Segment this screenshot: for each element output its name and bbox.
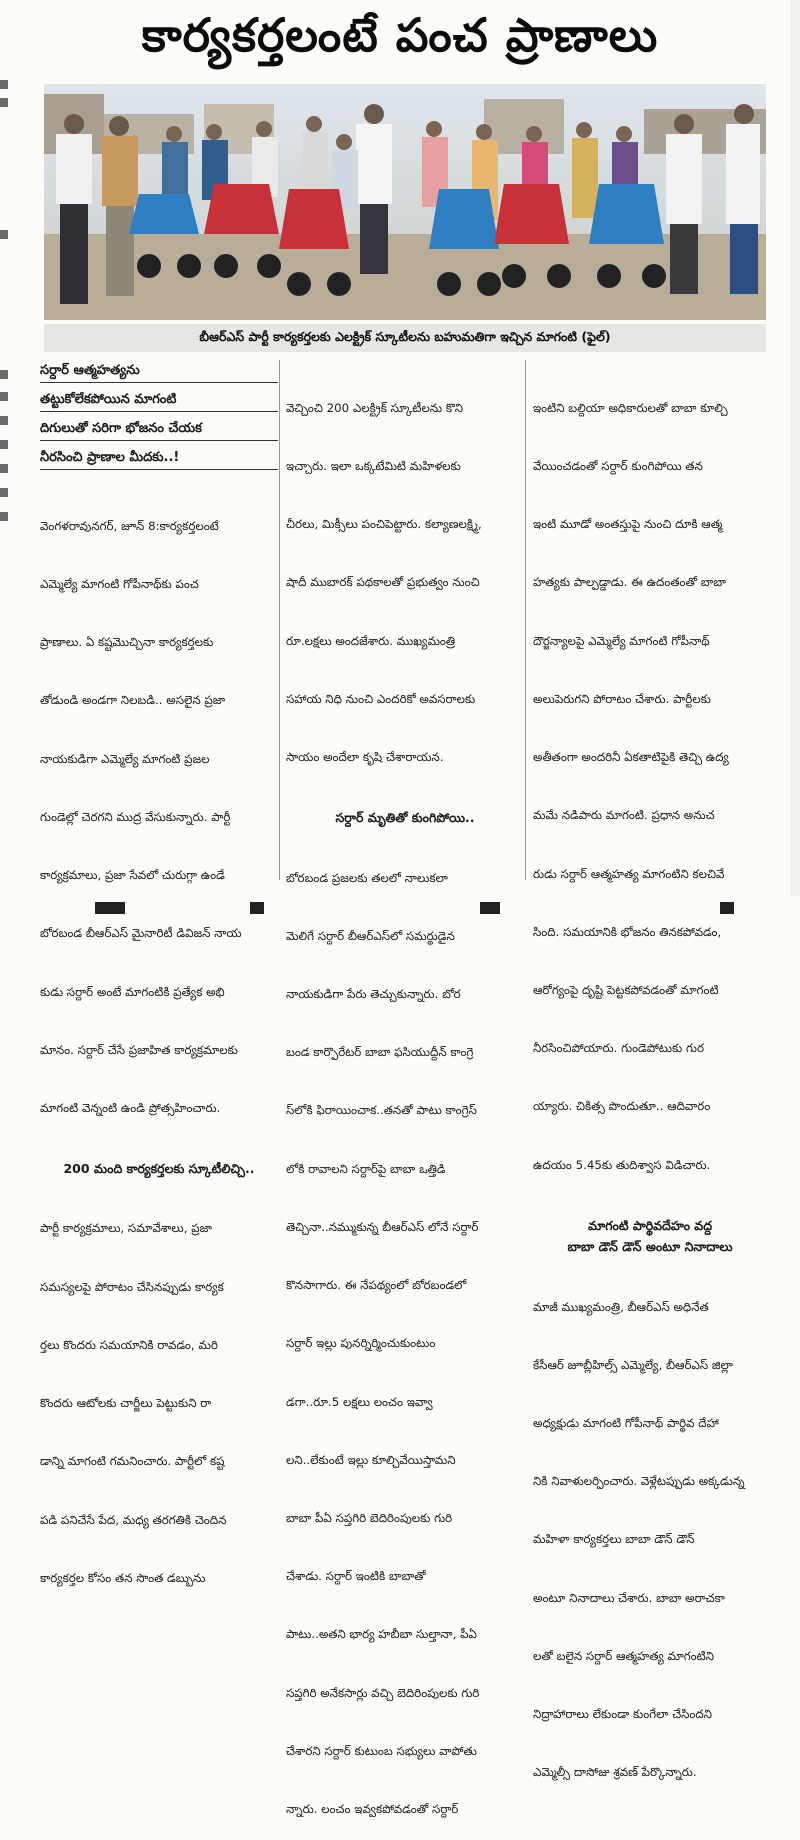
text-line: మమే నడిపారు మాగంటి. ప్రధాన అనుచ bbox=[533, 808, 715, 823]
photo-illustration bbox=[44, 84, 766, 320]
column-divider bbox=[279, 360, 280, 880]
article-deck bbox=[40, 360, 278, 470]
text-line: నికి నివాళులర్పించారు. వెళ్లేటప్పుడు అక్కడున్న bbox=[533, 1474, 745, 1489]
text-line: కార్యక్రమాలు, ప్రజా సేవలో చురుగ్గా ఉండే bbox=[40, 868, 225, 883]
text-line: పాటు..అతని భార్య హబీబా సుల్తానా, పీఏ bbox=[286, 1627, 477, 1642]
text-line: అంటూ నినాదాలు చేశారు. బాబా అరాచకా bbox=[533, 1590, 725, 1605]
photo-caption: బీఆర్ఎస్ పార్టీ కార్యకర్తలకు ఎలక్ట్రిక్ స్కూటీలను బహుమతిగా ఇచ్చిన మాగంటి (ఫైల్) bbox=[199, 329, 611, 344]
paragraph bbox=[533, 360, 767, 1214]
text-line: మాజీ ముఖ్యమంత్రి, బీఆర్ఎస్ అధినేత bbox=[533, 1299, 709, 1314]
text-line: పార్టీ కార్యక్రమాలు, సమావేశాలు, ప్రజా bbox=[40, 1221, 212, 1236]
paragraph bbox=[40, 1181, 278, 1627]
text-line: బాబా పీఏ సప్తగిరి బెదిరింపులకు గురి bbox=[286, 1510, 453, 1525]
paragraph bbox=[286, 830, 524, 1840]
text-line: బోరబండ ప్రజలకు తలలో నాలుకలా bbox=[286, 870, 448, 885]
text-line: హత్యకు పాల్పడ్డాడు. ఈ ఉదంతంతో బాబా bbox=[533, 575, 727, 590]
page-margin bbox=[790, 0, 800, 920]
text-line: కొనసాగారు. ఈ నేపథ్యంలో బోరబండలో bbox=[286, 1278, 467, 1293]
text-line: సహాయ నిధి నుంచి ఎందరికో అవసరాలకు bbox=[286, 691, 476, 706]
text-line: సమస్యలపై పోరాటం చేసినప్పుడు కార్యక bbox=[40, 1279, 224, 1294]
text-line: దౌర్జన్యాలపై ఎమ్మెల్యే మాగంటి గోపీనాథ్ bbox=[533, 633, 710, 648]
text-line: య్యారు. చికిత్స పొందుతూ.. ఆదివారం bbox=[533, 1099, 711, 1114]
text-line: కుడు సర్దార్ అంటే మాగంటికి ప్రత్యేక అభి bbox=[40, 984, 225, 999]
text-line: లోకి రావాలని సర్దార్‌పై బాబా ఒత్తిడి bbox=[286, 1161, 446, 1176]
headline: కార్యకర్తలంటే పంచ ప్రాణాలు bbox=[141, 8, 659, 62]
text-line: నీరసించిపోయారు. గుండెపోటుకు గుర bbox=[533, 1041, 704, 1056]
text-line: మహిళా కార్యకర్తలు బాబా డౌన్ డౌన్ bbox=[533, 1532, 695, 1547]
paragraph bbox=[40, 478, 278, 1157]
news-photo bbox=[44, 84, 766, 320]
column-divider bbox=[525, 360, 526, 880]
text-line: మెలిగే సర్దార్ బీఆర్ఎస్‌లో సమర్థుడైన bbox=[286, 928, 455, 943]
text-line: ఉదయం 5.45కు తుదిశ్వాస విడిచారు. bbox=[533, 1157, 711, 1172]
text-line: ప్రాణాలు. ఏ కష్టమొచ్చినా కార్యకర్తలకు bbox=[40, 635, 214, 650]
deck-line: సర్దార్ ఆత్మహత్యను bbox=[40, 360, 278, 383]
article-column-3 bbox=[533, 360, 767, 1821]
text-line: నిద్రాహారాలు లేకుండా కుంగేలా చేసిందని bbox=[533, 1707, 713, 1722]
subheading: సర్దార్ మృతితో కుంగిపోయి.. bbox=[335, 810, 475, 826]
text-line: కేసీఆర్ జూబ్లీహిల్స్ ఎమ్మెల్యే, బీఆర్ఎస్ జిల్లా bbox=[533, 1357, 733, 1372]
text-line: ఇంటిని బల్దియా అధికారులతో బాబా కూల్చి bbox=[533, 400, 728, 415]
text-line: వేయించడంతో సర్దార్ కుంగిపోయి తన bbox=[533, 459, 703, 474]
text-line: ఎమ్మెల్సీ దాసోజు శ్రవణ్ పేర్కొన్నారు. bbox=[533, 1765, 697, 1780]
text-line: లతో బలైన సర్దార్ ఆత్మహత్య మాగంటిని bbox=[533, 1648, 714, 1663]
text-line: చేశాడు. సర్దార్ ఇంటికి బాబాతో bbox=[286, 1569, 426, 1584]
article-column-2 bbox=[286, 360, 524, 1840]
text-line: కార్యకర్తల కోసం తన సొంత డబ్బును bbox=[40, 1570, 206, 1585]
text-line: ఇచ్చారు. ఇలా ఒక్కటేమిటి మహిళలకు bbox=[286, 459, 461, 474]
text-line: తోడుండి అండగా నిలబడి.. అసలైన ప్రజా bbox=[40, 693, 226, 708]
deck-line: దిగులుతో సరిగా భోజనం చేయక bbox=[40, 418, 278, 441]
text-line: సింది. సమయానికి భోజనం తినకపోవడం, bbox=[533, 924, 722, 939]
text-line: చీరలు, మిక్సీలు పంచిపెట్టారు. కల్యాణలక్ష్మి, bbox=[286, 517, 482, 532]
text-line: మానం. సర్దార్ చేసే ప్రజాహిత కార్యక్రమాలకు bbox=[40, 1042, 238, 1057]
subheading: 200 మంది కార్యకర్తలకు స్కూటీలిచ్చి.. bbox=[63, 1161, 255, 1177]
text-line: సాయం అందేలా కృషి చేశారాయన. bbox=[286, 750, 444, 765]
text-line: నాయకుడిగా ఎమ్మెల్యే మాగంటి ప్రజల bbox=[40, 751, 210, 766]
deck-line: తట్టుకోలేకపోయిన మాగంటి bbox=[40, 389, 278, 412]
photo-caption-bar bbox=[44, 324, 766, 352]
text-line: అతీతంగా అందరినీ ఏకతాటిపైకి తెచ్చి ఉద్య bbox=[533, 750, 729, 765]
text-line: పడి పనిచేసే పేద, మధ్య తరగతికి చెందిన bbox=[40, 1512, 227, 1527]
subheading: బాబా డౌన్ డౌన్ అంటూ నినాదాలు bbox=[567, 1239, 733, 1255]
text-line: డగా..రూ.5 లక్షలు లంచం ఇవ్వా bbox=[286, 1394, 433, 1409]
text-line: రూ.లక్షలు అందజేశారు. ముఖ్యమంత్రి bbox=[286, 633, 456, 648]
text-line: అధ్యక్షుడు మాగంటి గోపీనాథ్ పార్థివ దేహా bbox=[533, 1415, 719, 1430]
text-line: ఎమ్మెల్యే మాగంటి గోపీనాథ్‌కు పంచ bbox=[40, 577, 199, 592]
text-line: కొందరు ఆటోలకు చార్జీలు పెట్టుకుని రా bbox=[40, 1396, 212, 1411]
text-line: స్‌లోకి ఫిరాయించాక..తనతో పాటు కాంగ్రెస్ bbox=[286, 1103, 477, 1118]
text-line: లని..లేకుంటే ఇల్లు కూల్చివేయిస్తామని bbox=[286, 1452, 456, 1467]
text-line: తెచ్చినా..నమ్ముకున్న బీఆర్ఎస్ లోనే సర్దార్ bbox=[286, 1219, 479, 1234]
text-line: వెచ్చించి 200 ఎలక్ట్రిక్ స్కూటీలను కొని bbox=[286, 400, 463, 415]
text-line: డాన్ని మాగంటి గమనించారు. పార్టీలో కష్ట bbox=[40, 1454, 225, 1469]
deck-line: నీరసించి ప్రాణాల మీదకు..! bbox=[40, 447, 278, 470]
text-line: బండ కార్పొరేటర్ బాబా ఫసియుద్దీన్ కాంగ్రె bbox=[286, 1045, 474, 1060]
paragraph bbox=[533, 1259, 767, 1822]
paragraph bbox=[286, 360, 524, 806]
text-line: బోరబండ బీఆర్ఎస్ మైనారిటీ డివిజన్ నాయ bbox=[40, 926, 242, 941]
text-line: మాగంటి వెన్నంటి ఉండి ప్రోత్సహించారు. bbox=[40, 1101, 221, 1115]
text-line: అలుపెరుగని పోరాటం చేశారు. పార్టీలకు bbox=[533, 691, 711, 706]
text-line: నాయకుడిగా పేరు తెచ్చుకున్నారు. బోర bbox=[286, 987, 461, 1001]
next-article-edge bbox=[0, 896, 800, 920]
text-line: సర్దార్ ఇల్లు పునర్నిర్మించుకుంటుం bbox=[286, 1336, 436, 1351]
text-line: న్నారు. లంచం ఇవ్వకపోవడంతో సర్దార్ bbox=[286, 1802, 459, 1817]
text-line: ఆరోగ్యంపై దృష్టి పెట్టకపోవడంతో మాగంటి bbox=[533, 983, 719, 997]
text-line: ఇంటి మూడో అంతస్తుపై నుంచి దూకి ఆత్మ bbox=[533, 517, 723, 532]
text-line: చేశారని సర్దార్ కుటుంబ సభ్యులు వాపోతు bbox=[286, 1743, 477, 1758]
adjacent-article-edge bbox=[0, 80, 12, 880]
text-line: షాదీ ముబారక్ పథకాలతో ప్రభుత్వం నుంచి bbox=[286, 575, 480, 590]
article-column-1 bbox=[40, 360, 278, 1627]
subheading: మాగంటి పార్థివదేహం వద్ద bbox=[587, 1217, 713, 1233]
text-line: సప్తగిరి అనేకసార్లు వచ్చి బెదిరింపులకు గురి bbox=[286, 1685, 480, 1700]
text-line: వెంగళరావునగర్, జూన్ 8:కార్యకర్తలంటే bbox=[40, 518, 219, 533]
text-line: గుండెల్లో చెరగని ముద్ర వేసుకున్నారు. పార్టీ bbox=[40, 809, 231, 824]
text-line: ర్తలు కొందరు సమయానికి రావడం, మరి bbox=[40, 1337, 218, 1352]
text-line: రుడు సర్దార్ ఆత్మహత్య మాగంటిని కలచివే bbox=[533, 866, 725, 881]
